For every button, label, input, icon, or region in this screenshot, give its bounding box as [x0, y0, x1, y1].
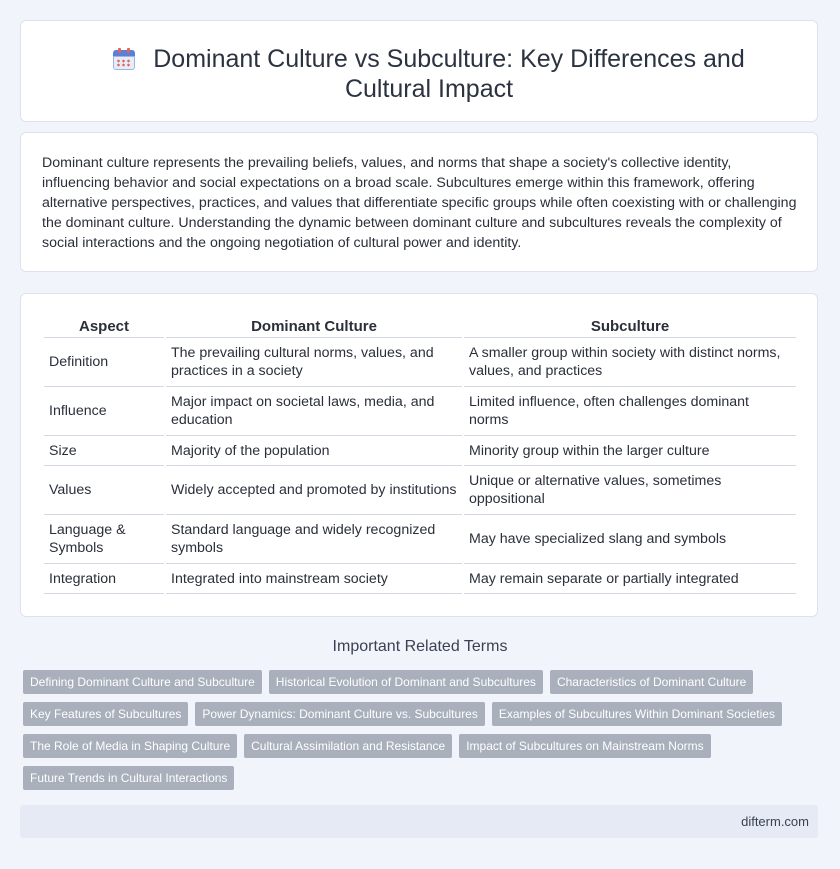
- comparison-table: [42, 314, 798, 594]
- table-header-row: [44, 314, 796, 338]
- intro-card: [20, 132, 818, 272]
- title-card: [20, 20, 818, 122]
- calendar-icon: [113, 48, 135, 70]
- table-cell: Values: [44, 466, 164, 515]
- table-row: [44, 466, 796, 515]
- related-terms-heading: Important Related Terms: [332, 638, 508, 655]
- related-term-tag[interactable]: Future Trends in Cultural Interactions: [23, 766, 234, 790]
- table-cell: Major impact on societal laws, media, and education: [166, 387, 462, 436]
- related-term-tag[interactable]: Key Features of Subcultures: [23, 702, 188, 726]
- related-term-tag[interactable]: The Role of Media in Shaping Culture: [23, 734, 237, 758]
- related-term-tag[interactable]: Defining Dominant Culture and Subculture: [23, 670, 262, 694]
- related-term-tag[interactable]: Historical Evolution of Dominant and Subcultures: [269, 670, 543, 694]
- related-term-tag[interactable]: Cultural Assimilation and Resistance: [244, 734, 452, 758]
- table-cell: Integrated into mainstream society: [166, 564, 462, 594]
- header-subculture: Subculture: [464, 314, 796, 338]
- page-title-wrap: [71, 44, 787, 104]
- comparison-table-card: [20, 293, 818, 617]
- table-cell: Widely accepted and promoted by institutions: [166, 466, 462, 515]
- related-term-tag[interactable]: Examples of Subcultures Within Dominant Societies: [492, 702, 782, 726]
- related-term-tag[interactable]: Impact of Subcultures on Mainstream Norms: [459, 734, 710, 758]
- header-aspect: Aspect: [44, 314, 164, 338]
- page-title: Dominant Culture vs Subculture: Key Differences and Cultural Impact: [153, 45, 745, 103]
- table-cell: Influence: [44, 387, 164, 436]
- table-row: [44, 564, 796, 594]
- footer: [20, 805, 818, 838]
- table-cell: Language & Symbols: [44, 515, 164, 564]
- table-cell: Majority of the population: [166, 436, 462, 466]
- table-cell: May have specialized slang and symbols: [464, 515, 796, 564]
- header-dominant-culture: Dominant Culture: [166, 314, 462, 338]
- table-cell: Standard language and widely recognized symbols: [166, 515, 462, 564]
- table-cell: Integration: [44, 564, 164, 594]
- table-cell: Unique or alternative values, sometimes oppositional: [464, 466, 796, 515]
- table-row: [44, 387, 796, 436]
- table-cell: Limited influence, often challenges dominant norms: [464, 387, 796, 436]
- intro-paragraph: Dominant culture represents the prevailing beliefs, values, and norms that shape a society's collective identity, influencing behavior and social expectations on a broad scale. Subcultures emerge within this framework, offering alternative perspectives, practices, and values that differentiate specific groups while often coexisting with or challenging the dominant culture. Understanding the dynamic between dominant culture and subcultures reveals the complexity of social interactions and the ongoing negotiation of cultural power and identity.: [42, 155, 797, 251]
- table-cell: A smaller group within society with distinct norms, values, and practices: [464, 338, 796, 387]
- footer-site-link[interactable]: difterm.com: [741, 814, 809, 829]
- table-cell: Definition: [44, 338, 164, 387]
- table-cell: May remain separate or partially integrated: [464, 564, 796, 594]
- table-cell: The prevailing cultural norms, values, and practices in a society: [166, 338, 462, 387]
- table-cell: Size: [44, 436, 164, 466]
- table-row: [44, 338, 796, 387]
- table-cell: Minority group within the larger culture: [464, 436, 796, 466]
- related-term-tag[interactable]: Power Dynamics: Dominant Culture vs. Subcultures: [195, 702, 484, 726]
- related-term-tag[interactable]: Characteristics of Dominant Culture: [550, 670, 753, 694]
- table-row: [44, 515, 796, 564]
- table-row: [44, 436, 796, 466]
- related-terms-list: [23, 670, 813, 790]
